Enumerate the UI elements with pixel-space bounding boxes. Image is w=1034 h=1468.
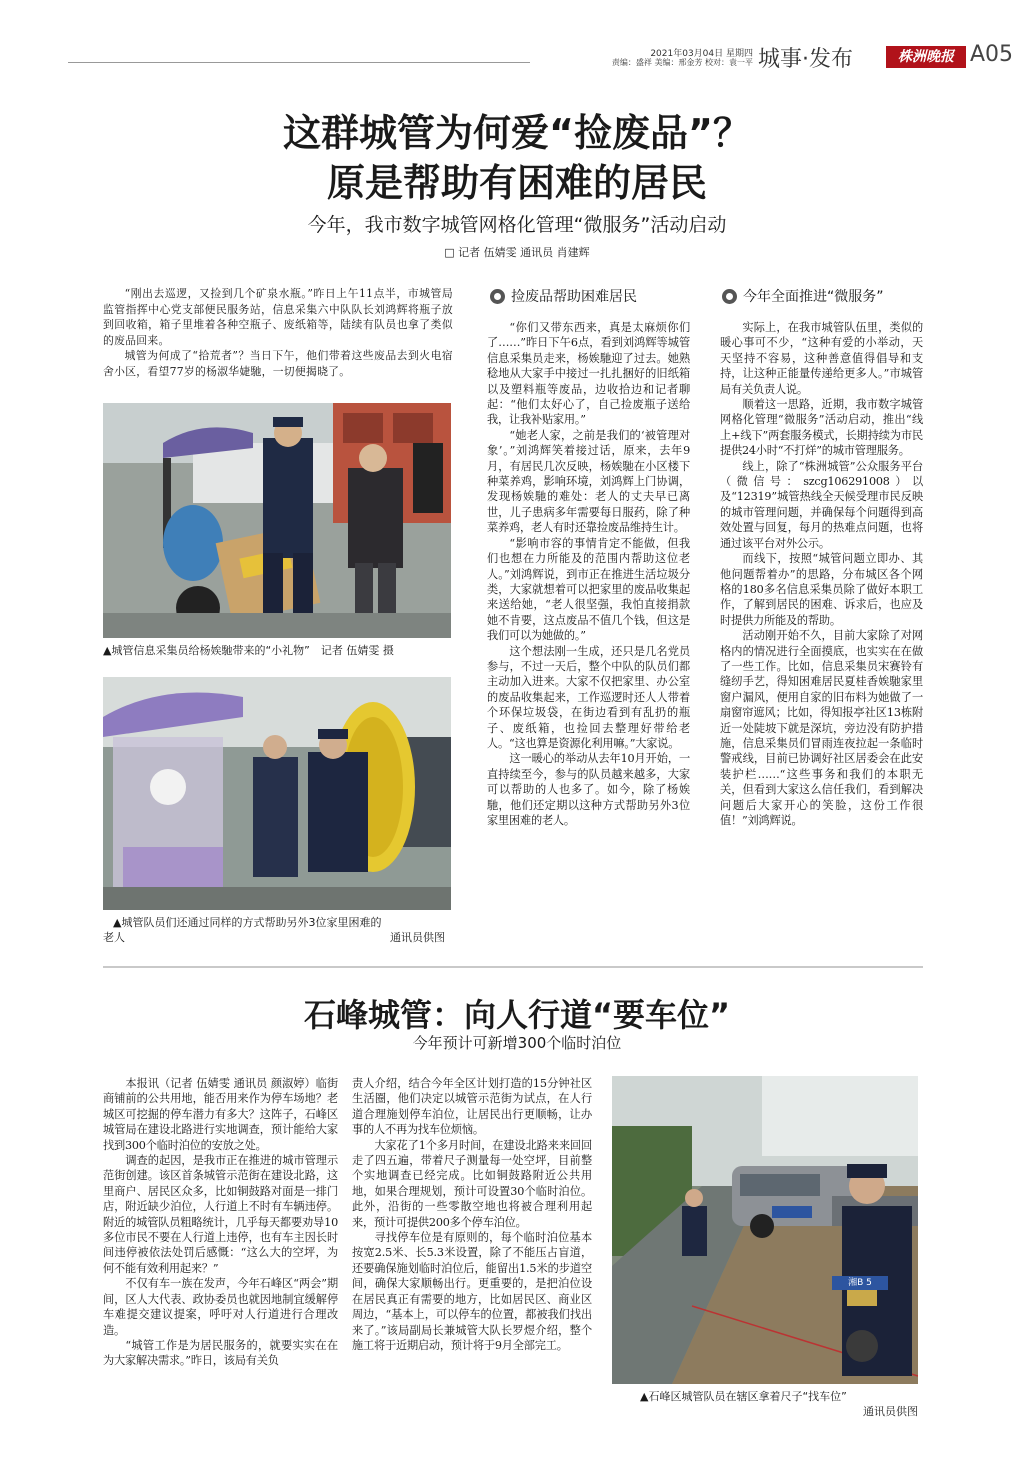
body-paragraph: 顺着这一思路，近期，我市数字城管网格化管理“微服务”活动启动，推出“线上+线下”两套服务模式，长期持续为市民提供24小时“不打烊”的城市管理服务。 [720,398,923,458]
article1-byline: □ 记者 伍婧雯 通讯员 肖建辉 [444,246,590,259]
photo3-caption [612,1389,918,1419]
body-paragraph: “你们又带东西来，真是太麻烦你们了……”昨日下午6点，看到刘鸿辉等城管信息采集员走来，杨娭馳迎了过去。她熟稔地从大家手中接过一扎扎捆好的旧纸箱以及塑料瓶等废品，边收拾边和记者聊起：“他们太好心了，自己捡废瓶子送给我，让我补贴家用。” [487,321,690,427]
photo-officers-carrying-bag [103,677,451,910]
body-paragraph: 而线下，按照“城管问题立即办、其他问题帮着办”的思路，分布城区各个网格的180多名信息采集员除了做好本职工作，了解到居民的困难、诉求后，也应及时提供力所能及的帮助。 [720,552,923,627]
body-paragraph: “城管工作是为居民服务的，就要实实在在为大家解决需求。”昨日，该局有关负 [103,1338,338,1368]
photo2-credit: 通讯员供图 [390,931,445,944]
header-editors: 责编：盛祥 美编：邢金芳 校对：袁一平 [611,58,753,67]
body-paragraph: 这一暖心的举动从去年10月开始，一直持续至今，参与的队员越来越多，大家可以帮助的人也多了。如今，除了杨娭馳，他们还定期以这种方式帮助另外3位家里困难的老人。 [487,752,690,827]
section2-title: 今年全面推进“微服务” [743,289,884,305]
article1-title-line1: 这群城管为何爱“捡废品”？ [283,111,751,155]
section-name: 城事·发布 [758,47,853,72]
photo2-caption-line2: 老人 [103,931,125,944]
body-paragraph: “影响市容的事情肯定不能做，但我们也想在力所能及的范围内帮助这位老人。”刘鸿辉说，到市正在推进生活垃圾分类，大家就想着可以把家里的废品收集起来送给她，“老人很坚强，我怕直接捐款她不肯要，这点废品不值几个钱，但这是我们可以为她做的。” [487,536,690,643]
circle-bullet-icon [722,289,737,304]
photo-officers-measuring-parking [612,1076,918,1384]
section1-heading [490,286,700,306]
photo-city-officer-with-elder [103,403,451,638]
body-paragraph: 实际上，在我市城管队伍里，类似的暖心事可不少，“这种有爱的小举动，天天坚持不容易，这种善意值得倡导和支持，让这种正能量传递给更多人。”市城管局有关负责人说。 [720,321,923,396]
body-paragraph: 调查的起因，是我市正在推进的城市管理示范街创建。该区首条城管示范街在建设北路，这里商户、居民区众多，比如铜鼓路对面是一排门店，附近缺少泊位，人行道上不时有车辆违停。附近的城管队员粗略统计，几乎每天都要劝导10多位市民不要在人行道上违停，也有车主因长时间违停被依法处罚后感慨：“这么大的空坪，为何不能有效利用起来？” [103,1154,338,1275]
article2-title: 石峰城管：向人行道“要车位” [303,996,731,1034]
section1-body [487,320,690,828]
photo3-credit: 通讯员供图 [863,1405,918,1418]
page-number: A05 [970,42,1014,67]
article-divider [103,966,923,968]
header-date: 2021年03月04日 星期四 [650,49,753,59]
article2-col2 [352,1076,592,1353]
newspaper-logo: 株洲晚报 [886,46,966,68]
photo2-caption-line1: ▲城管队员们还通过同样的方式帮助另外3位家里困难的 [113,916,382,929]
section2-heading [722,286,932,306]
article1-subtitle: 今年，我市数字城管网格化管理“微服务”活动启动 [307,214,727,236]
photo3-caption-line1: ▲石峰区城管队员在辖区拿着尺子“找车位” [640,1390,847,1403]
header-rule [68,62,530,63]
circle-bullet-icon [490,289,505,304]
photo2-caption [103,915,453,945]
body-paragraph: 不仅有车一族在发声，今年石峰区“两会”期间，区人大代表、政协委员也就因地制宜缓解停车难提交建议提案，呼吁对人行道进行合理改造。 [103,1277,338,1337]
body-paragraph: 本报讯（记者 伍婧雯 通讯员 颜淑婷）临街商铺前的公共用地，能否用来作为停车场地？老城区可挖掘的停车潜力有多大？这阵子，石峰区城管局在建设北路进行实地调查，预计能给大家找到300个临时泊位的安放之处。 [103,1077,338,1152]
header-bar [68,42,1014,76]
body-paragraph: “她老人家，之前是我们的‘被管理对象’。”刘鸿辉笑着接过话，原来，去年9月，有居民几次反映，杨娭馳在小区楼下种菜养鸡，影响环境，刘鸿辉上门协调，发现杨娭馳的难处：老人的丈夫早已离世，儿子患病多年需要每日服药，除了种菜养鸡，老人有时还靠捡废品维持生计。 [487,428,690,535]
article1-lead [103,286,453,380]
license-plate: 湘B 5 [832,1276,888,1290]
article1-title-line2: 原是帮助有困难的居民 [326,161,707,205]
article2-col1 [103,1076,338,1369]
article2-subtitle: 今年预计可新增300个临时泊位 [412,1034,622,1052]
body-paragraph: 这个想法刚一生成，还只是几名党员参与，不过一天后，整个中队的队员们都主动加入进来。大家不仅把家里、办公室的废品收集起来，工作巡逻时还人人带着个环保垃圾袋，在街边看到有乱扔的瓶子、废纸箱，也捡回去整理好带给老人。“这也算是资源化利用嘛。”大家说。 [487,644,690,750]
body-paragraph: 活动刚开始不久，目前大家除了对网格内的情况进行全面摸底，也实实在在做了一些工作。比如，信息采集员宋赛铃有缝纫手艺，得知困难居民夏桂香娭馳家里窗户漏风，便用自家的旧布料为她做了一扇窗帘遮风；比如，得知报亭社区13栋附近一处陡坡下就是深坑，旁边没有防护措施，信息采集员们冒雨连夜拉起一条临时警戒线，目前已协调好社区居委会在此安装护栏……“这些事务和我们的本职无关，但看到大家这么信任我们，看到解决问题后大家开心的笑脸，这份工作很值！”刘鸿辉说。 [720,629,923,827]
article1-title [100,108,934,208]
photo1-caption: ▲城管信息采集员给杨娭馳带来的“小礼物” 记者 伍婧雯 摄 [103,644,394,657]
lead-paragraph: “刚出去巡逻，又捡到几个矿泉水瓶。”昨日上午11点半，市城管局监管指挥中心党支部便民服务站，信息采集六中队队长刘鸿辉将瓶子放到回收箱，箱子里堆着各种空瓶子、废纸箱等，陆续有队员也拿了类似的废品回来。 [103,287,453,347]
body-paragraph: 大家花了1个多月时间，在建设北路来来回回走了四五遍，带着尺子测量每一处空坪，目前整个实地调查已经完成。比如铜鼓路附近公共用地，如果合理规划，预计可设置30个临时泊位。此外，沿街的一些零散空地也将被合理利用起来，预计可提供200多个停车泊位。 [352,1138,592,1229]
body-paragraph: 线上，除了“株洲城管”公众服务平台（微信号：szcg106291008）以及“12319”城管热线全天候受理市民反映的城市管理问题，并确保每个问题得到高效处置与回复，每月的热难点问题，也将通过该平台对外公示。 [720,459,923,550]
lead-paragraph: 城管为何成了“拾荒者”？当日下午，他们带着这些废品去到火电宿舍小区，看望77岁的杨淑华婕馳，一切便揭晓了。 [103,349,453,378]
body-paragraph: 责人介绍，结合今年全区计划打造的15分钟社区生活圈，他们决定以城管示范街为试点，在人行道合理施划停车泊位，让居民出行更顺畅，让办事的人不再为找车位烦恼。 [352,1077,592,1137]
section1-title: 捡废品帮助困难居民 [511,289,637,305]
section2-body [720,320,923,828]
body-paragraph: 寻找停车位是有原则的，每个临时泊位基本按宽2.5米、长5.3米设置，除了不能压占盲道，还要确保施划临时泊位后，能留出1.5米的步道空间，确保大家顺畅出行。更重要的，是把泊位设在居民真正有需要的地方，比如居民区、商业区周边，“基本上，可以停车的位置，都被我们找出来了。”该局副局长兼城管大队长罗煜介绍，整个施工将于近期启动，预计将于9月全部完工。 [352,1231,592,1352]
